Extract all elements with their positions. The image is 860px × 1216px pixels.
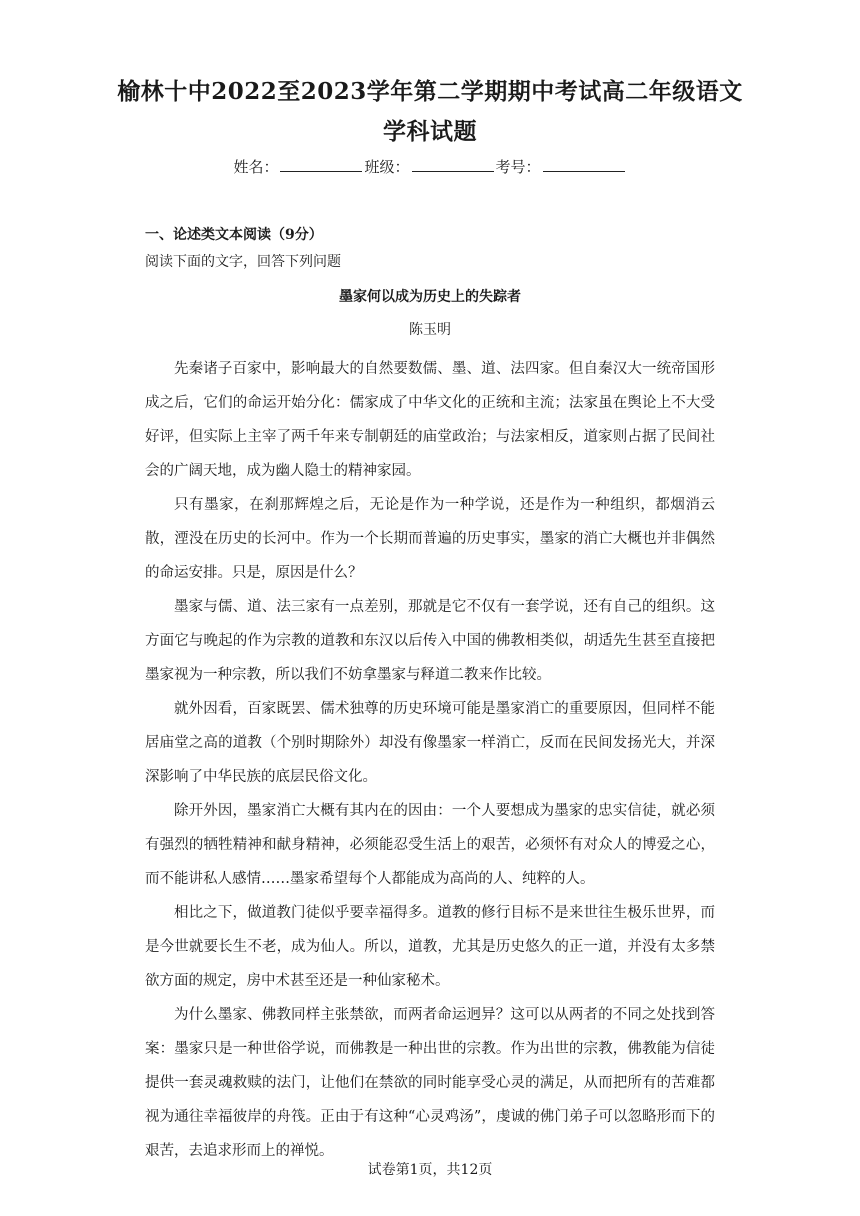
article-paragraph: 除开外因，墨家消亡大概有其内在的因由：一个人要想成为墨家的忠实信徒，就必须有强烈的牺牲精神和献身精神，必须能忍受生活上的艰苦，必须怀有对众人的博爱之心，而不能讲私人感情……墨家希望每个人都能成为高尚的人、纯粹的人。 [145, 803, 715, 887]
article-paragraph: 先秦诸子百家中，影响最大的自然要数儒、墨、道、法四家。但自秦汉大一统帝国形成之后，它们的命运开始分化：儒家成了中华文化的正统和主流；法家虽在舆论上不大受好评，但实际上主宰了两千年来专制朝廷的庙堂政治；与法家相反，道家则占据了民间社会的广阔天地，成为幽人隐士的精神家园。 [145, 361, 715, 479]
article-title: 墨家何以成为历史上的失踪者 [339, 289, 521, 305]
exam-title-line2: 学科试题 [383, 118, 477, 145]
article-body [145, 352, 715, 1168]
section-instruction: 阅读下面的文字，回答下列问题 [145, 254, 341, 270]
class-label: 班级： [364, 158, 410, 176]
class-blank[interactable] [412, 157, 494, 172]
exam-title-line1: 榆林十中2022至2023学年第二学期期中考试高二年级语文 [117, 78, 743, 105]
exam-no-blank[interactable] [543, 157, 625, 172]
article-paragraph: 只有墨家，在刹那辉煌之后，无论是作为一种学说，还是作为一种组织，都烟消云散，湮没在历史的长河中。作为一个长期而普遍的历史事实，墨家的消亡大概也并非偶然的命运安排。只是，原因是什么？ [145, 497, 715, 581]
article-paragraph: 墨家与儒、道、法三家有一点差别，那就是它不仅有一套学说，还有自己的组织。这方面它与晚起的作为宗教的道教和东汉以后传入中国的佛教相类似，胡适先生甚至直接把墨家视为一种宗教，所以我们不妨拿墨家与释道二教来作比较。 [145, 599, 715, 683]
name-label: 姓名： [233, 158, 279, 176]
name-blank[interactable] [280, 157, 362, 172]
exam-no-label: 考号： [495, 158, 541, 176]
article-paragraph: 就外因看，百家既罢、儒术独尊的历史环境可能是墨家消亡的重要原因，但同样不能居庙堂之高的道教（个别时期除外）却没有像墨家一样消亡，反而在民间发扬光大，并深深影响了中华民族的底层民俗文化。 [145, 701, 715, 785]
page-footer: 试卷第1页，共12页 [367, 1162, 493, 1178]
section-heading: 一、论述类文本阅读（9分） [145, 227, 323, 243]
student-info-row [0, 152, 860, 182]
article-paragraph: 相比之下，做道教门徒似乎要幸福得多。道教的修行目标不是来世往生极乐世界，而是今世就要长生不老，成为仙人。所以，道教，尤其是历史悠久的正一道，并没有太多禁欲方面的规定，房中术甚至还是一种仙家秘术。 [145, 905, 715, 989]
article-author: 陈玉明 [409, 322, 451, 338]
article-paragraph: 为什么墨家、佛教同样主张禁欲，而两者命运迥异？这可以从两者的不同之处找到答案：墨家只是一种世俗学说，而佛教是一种出世的宗教。作为出世的宗教，佛教能为信徒提供一套灵魂救赎的法门，让他们在禁欲的同时能享受心灵的满足，从而把所有的苦难都视为通往幸福彼岸的舟筏。正由于有这种“心灵鸡汤”，虔诚的佛门弟子可以忽略形而下的艰苦，去追求形而上的禅悦。 [145, 1007, 715, 1159]
